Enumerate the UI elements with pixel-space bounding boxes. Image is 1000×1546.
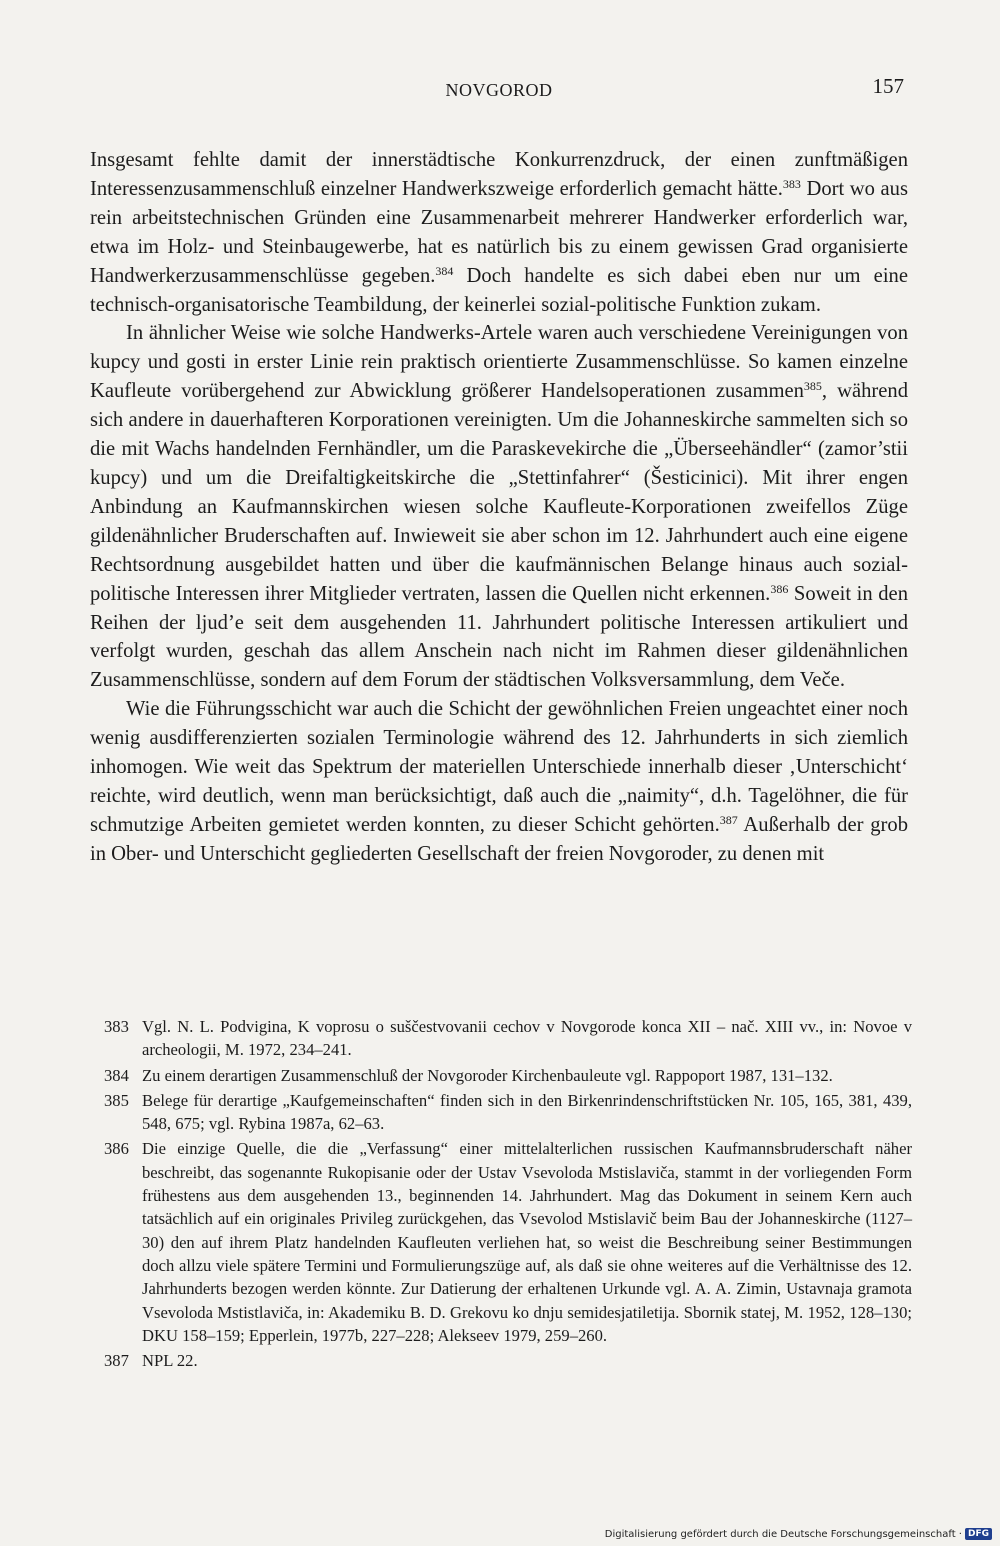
footnote-383 (104, 1015, 912, 1062)
paragraph-text: Insgesamt fehlte damit der innerstädtische Konkurrenzdruck, der einen zunftmäßigen Interessenzusammenschluß einzelner Handwerkszweige erforderlich gemacht hätte. (90, 149, 908, 200)
paragraph-text: Außerhalb der grob in Ober- und Unterschicht gegliederten Gesellschaft der freien Novgoroder, zu denen mit (90, 813, 908, 865)
footer-text: Digitalisierung gefördert durch die Deutsche Forschungsgemeinschaft · (604, 1528, 962, 1540)
footnote-number: 383 (104, 1017, 129, 1036)
footnote-number: 385 (104, 1090, 129, 1110)
footnote-number: 384 (104, 1065, 129, 1085)
paragraph-text: Soweit in den Reihen der ljud’e seit dem ausgehenden 11. Jahrhundert politische Interessen artikuliert und verfolgt wurden, geschah das allem Anschein nach nicht im Rahmen dieser gildenähnlichen Zusammenschlüsse, sondern auf dem Forum der städtischen Volksversammlung, dem Veče. (90, 582, 908, 692)
paragraph-text: Dort wo aus rein arbeitstechnischen Gründen eine Zusammenarbeit mehrerer Handwerker erforderlich war, etwa im Holz- und Steinbaugewerbe, hat es natürlich bis zu einem gewissen Grad organisierte Handwerkerzusammenschlüsse gegeben. (90, 177, 908, 287)
page-header (90, 74, 908, 108)
footnote-387 (104, 1349, 912, 1372)
footnote-385 (104, 1089, 912, 1136)
footnote-text: Die einzige Quelle, die die „Verfassung“ einer mittelalterlichen russischen Kaufmannsbruderschaft näher beschreibt, das sogenannte Rukopisanie oder der Ustav Vsevoloda Mstislaviča, stammt in der vorliegenden Form frühestens aus dem ausgehenden 13., beginnenden 14. Jahrhundert. Mag das Dokument in seinem Kern auch tatsächlich auf ein originales Privileg zurückgehen, das Vsevolod Mstislavič beim Bau der Johanneskirche (1127–30) den auf ihrem Platz handelnden Kaufleuten verliehen hat, so weist die Beschreibung seiner Bestimmungen doch allzu viele spätere Termini und Formulierungszüge auf, als daß sie ohne weiteres auf die Verhältnisse des 12. Jahrhunderts bezogen werden könnte. Zur Datierung der erhaltenen Urkunde vgl. A. A. Zimin, Ustavnaja gramota Vsevoloda Mstistlaviča, in: Akademiku B. D. Grekovu ko dnju semidesjatiletija. Sbornik statej, M. 1952, 128–130; DKU 158–159; Epperlein, 1977b, 227–228; Alekseev 1979, 259–260. (142, 1139, 912, 1345)
footnote-text: Belege für derartige „Kaufgemeinschaften“ finden sich in den Birkenrindenschriftstücken Nr. 105, 165, 381, 439, 548, 675; vgl. Rybina 1987a, 62–63. (142, 1090, 912, 1134)
running-head: NOVGOROD (445, 80, 553, 100)
paragraph-text: In ähnlicher Weise wie solche Handwerks-Artele waren auch verschiedene Vereinigungen von kupcy und gosti in erster Linie rein praktisch orientierte Zusammenschlüsse. So kamen einzelne Kaufleute vorübergehend zur Abwicklung größerer Handelsoperationen zusammen (90, 322, 908, 403)
paragraph-text: , während sich andere in dauerhafteren Korporationen vereinigten. Um die Johanneskirche sammelten sich so die mit Wachs handelnden Fernhändler, um die Paraskevekirche die „Überseehändler“ (zamor’stii kupcy) und um die Dreifaltigkeitskirche die „Stettinfahrer“ (Šesticinici). Mit ihrer engen Anbindung an Kaufmannskirchen wiesen solche Kaufleute-Korporationen zweifellos Züge gildenähnlicher Bruderschaften auf. Inwieweit sie aber schon im 12. Jahrhundert auch eine eigene Rechtsordnung ausgebildet hatten und über die kaufmännischen Belange hinaus auch sozial-politische Interessen ihrer Mitglieder vertraten, lassen die Quellen nicht erkennen. (90, 380, 908, 605)
footnote-number: 386 (104, 1139, 129, 1159)
digitization-footer (605, 1528, 992, 1540)
paragraph-text: Wie die Führungsschicht war auch die Schicht der gewöhnlichen Freien ungeachtet einer noch wenig ausdifferenzierten sozialen Terminologie während des 12. Jahrhunderts in sich ziemlich inhomogen. Wie weit das Spektrum der materiellen Unterschiede innerhalb dieser ‚Unterschicht‘ reichte, wird deutlich, wenn man berücksichtigt, daß auch die „naimity“, d.h. Tagelöhner, die für schmutzige Arbeiten gemietet werden konnten, zu dieser Schicht gehörten. (90, 698, 908, 836)
paragraph-text: Doch handelte es sich dabei eben nur um eine technisch-organisatorische Teambildung, der keinerlei sozial-politische Funktion zukam. (90, 264, 908, 316)
footnote-number: 387 (104, 1351, 129, 1371)
footnote-ref-385[interactable]: 385 (803, 379, 822, 394)
footnote-ref-386[interactable]: 386 (770, 581, 789, 596)
footnote-ref-384[interactable]: 384 (435, 263, 454, 278)
footnotes (104, 1015, 912, 1374)
paragraph-2 (90, 319, 908, 695)
footnote-386 (104, 1137, 912, 1347)
body-text (90, 146, 908, 869)
footnote-text: Vgl. N. L. Podvigina, K voprosu o suščestvovanii cechov v Novgorode konca XII – nač. XIII vv., in: Novoe v archeologii, M. 1972, 234–241. (142, 1017, 912, 1060)
footnote-ref-387[interactable]: 387 (719, 812, 738, 827)
footnote-text: NPL 22. (142, 1351, 198, 1371)
dfg-logo: DFG (965, 1528, 992, 1540)
paragraph-3 (90, 695, 908, 868)
paragraph-1 (90, 146, 908, 319)
page-number: 157 (872, 74, 904, 98)
footnote-text: Zu einem derartigen Zusammenschluß der Novgoroder Kirchenbauleute vgl. Rappoport 1987, 131–132. (142, 1065, 833, 1085)
footnote-384 (104, 1064, 912, 1087)
footnote-ref-383[interactable]: 383 (782, 176, 801, 191)
